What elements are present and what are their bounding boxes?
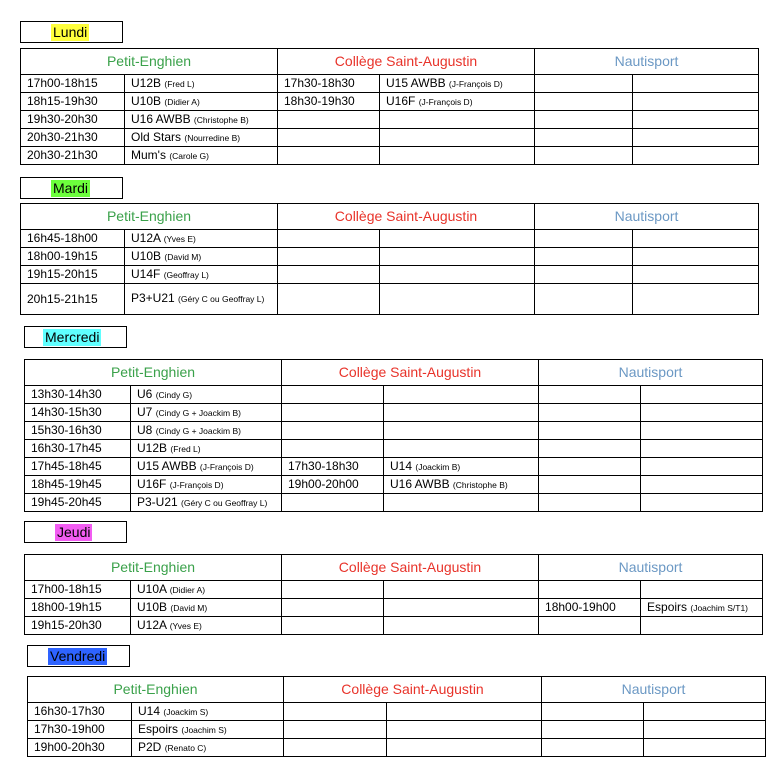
time-cell: 17h30-18h30 bbox=[282, 458, 384, 476]
header-petit-enghien: Petit-Enghien bbox=[28, 677, 284, 703]
empty-cell bbox=[539, 440, 641, 458]
schedule-table-vendredi bbox=[27, 676, 766, 757]
empty-cell bbox=[535, 284, 633, 315]
time-cell: 19h00-20h30 bbox=[28, 739, 132, 757]
team-cell: U16F (J-François D) bbox=[131, 476, 282, 494]
team-cell: U14 (Joackim B) bbox=[384, 458, 539, 476]
empty-cell bbox=[384, 386, 539, 404]
empty-cell bbox=[633, 111, 759, 129]
empty-cell bbox=[284, 739, 387, 757]
empty-cell bbox=[644, 739, 766, 757]
team-cell: U15 AWBB (J-François D) bbox=[380, 75, 535, 93]
day-name: Vendredi bbox=[50, 647, 106, 664]
schedule-table-jeudi bbox=[24, 554, 763, 635]
table-row bbox=[21, 111, 759, 129]
team-cell: Mum's (Carole G) bbox=[125, 147, 278, 165]
team-cell: P3+U21 (Géry C ou Geoffray L) bbox=[125, 284, 278, 315]
schedule-table-mardi bbox=[20, 203, 759, 315]
table-row bbox=[21, 284, 759, 315]
team-cell: Espoirs (Joachim S) bbox=[132, 721, 284, 739]
empty-cell bbox=[278, 230, 380, 248]
time-cell: 19h00-20h00 bbox=[282, 476, 384, 494]
table-row bbox=[25, 386, 763, 404]
time-cell: 16h30-17h30 bbox=[28, 703, 132, 721]
time-cell: 18h00-19h15 bbox=[25, 599, 131, 617]
time-cell: 16h45-18h00 bbox=[21, 230, 125, 248]
table-row bbox=[25, 440, 763, 458]
team-cell: U12A (Yves E) bbox=[131, 617, 282, 635]
empty-cell bbox=[535, 111, 633, 129]
team-cell: U10B (David M) bbox=[125, 248, 278, 266]
empty-cell bbox=[641, 458, 763, 476]
empty-cell bbox=[539, 581, 641, 599]
team-cell: U14 (Joackim S) bbox=[132, 703, 284, 721]
table-row bbox=[21, 248, 759, 266]
empty-cell bbox=[633, 75, 759, 93]
empty-cell bbox=[282, 440, 384, 458]
time-cell: 18h45-19h45 bbox=[25, 476, 131, 494]
empty-cell bbox=[278, 111, 380, 129]
empty-cell bbox=[384, 404, 539, 422]
empty-cell bbox=[641, 386, 763, 404]
empty-cell bbox=[542, 703, 644, 721]
empty-cell bbox=[535, 93, 633, 111]
table-row bbox=[21, 147, 759, 165]
table-row bbox=[21, 230, 759, 248]
time-cell: 17h45-18h45 bbox=[25, 458, 131, 476]
empty-cell bbox=[282, 386, 384, 404]
table-row bbox=[25, 404, 763, 422]
time-cell: 18h00-19h15 bbox=[21, 248, 125, 266]
day-label-mercredi bbox=[24, 326, 127, 348]
empty-cell bbox=[278, 147, 380, 165]
empty-cell bbox=[641, 494, 763, 512]
team-cell: U6 (Cindy G) bbox=[131, 386, 282, 404]
day-name: Mercredi bbox=[45, 328, 100, 345]
empty-cell bbox=[539, 494, 641, 512]
header-college-saint-augustin: Collège Saint-Augustin bbox=[278, 49, 535, 75]
day-name: Mardi bbox=[53, 179, 89, 196]
header-nautisport: Nautisport bbox=[535, 49, 759, 75]
empty-cell bbox=[282, 599, 384, 617]
day-name: Lundi bbox=[53, 23, 88, 40]
empty-cell bbox=[384, 617, 539, 635]
empty-cell bbox=[380, 129, 535, 147]
empty-cell bbox=[539, 458, 641, 476]
header-college-saint-augustin: Collège Saint-Augustin bbox=[282, 360, 539, 386]
empty-cell bbox=[282, 494, 384, 512]
header-nautisport: Nautisport bbox=[539, 360, 763, 386]
empty-cell bbox=[539, 476, 641, 494]
team-cell: U12B (Fred L) bbox=[125, 75, 278, 93]
time-cell: 17h00-18h15 bbox=[21, 75, 125, 93]
empty-cell bbox=[633, 284, 759, 315]
table-row bbox=[25, 617, 763, 635]
empty-cell bbox=[380, 266, 535, 284]
table-row bbox=[25, 476, 763, 494]
table-header bbox=[28, 677, 766, 703]
table-row bbox=[21, 266, 759, 284]
header-petit-enghien: Petit-Enghien bbox=[25, 555, 282, 581]
empty-cell bbox=[633, 93, 759, 111]
day-label-lundi bbox=[20, 21, 123, 43]
header-petit-enghien: Petit-Enghien bbox=[21, 204, 278, 230]
empty-cell bbox=[641, 440, 763, 458]
empty-cell bbox=[384, 599, 539, 617]
schedule-table-lundi bbox=[20, 48, 759, 165]
team-cell: U12A (Yves E) bbox=[125, 230, 278, 248]
team-cell: U16F (J-François D) bbox=[380, 93, 535, 111]
table-row bbox=[28, 739, 766, 757]
empty-cell bbox=[278, 284, 380, 315]
table-row bbox=[28, 721, 766, 739]
empty-cell bbox=[633, 248, 759, 266]
time-cell: 14h30-15h30 bbox=[25, 404, 131, 422]
empty-cell bbox=[535, 129, 633, 147]
team-cell: P3-U21 (Géry C ou Geoffray L) bbox=[131, 494, 282, 512]
empty-cell bbox=[387, 721, 542, 739]
team-cell: U14F (Geoffray L) bbox=[125, 266, 278, 284]
team-cell: U10A (Didier A) bbox=[131, 581, 282, 599]
time-cell: 13h30-14h30 bbox=[25, 386, 131, 404]
header-nautisport: Nautisport bbox=[535, 204, 759, 230]
empty-cell bbox=[284, 721, 387, 739]
empty-cell bbox=[641, 581, 763, 599]
team-cell: U7 (Cindy G + Joackim B) bbox=[131, 404, 282, 422]
empty-cell bbox=[282, 422, 384, 440]
time-cell: 18h00-19h00 bbox=[539, 599, 641, 617]
time-cell: 17h00-18h15 bbox=[25, 581, 131, 599]
team-cell: Old Stars (Nourredine B) bbox=[125, 129, 278, 147]
empty-cell bbox=[384, 494, 539, 512]
empty-cell bbox=[633, 230, 759, 248]
empty-cell bbox=[278, 129, 380, 147]
empty-cell bbox=[644, 721, 766, 739]
header-petit-enghien: Petit-Enghien bbox=[25, 360, 282, 386]
header-college-saint-augustin: Collège Saint-Augustin bbox=[284, 677, 542, 703]
table-row bbox=[25, 458, 763, 476]
table-row bbox=[21, 93, 759, 111]
time-cell: 18h30-19h30 bbox=[278, 93, 380, 111]
empty-cell bbox=[282, 404, 384, 422]
day-label-vendredi bbox=[27, 645, 130, 667]
empty-cell bbox=[278, 266, 380, 284]
time-cell: 20h30-21h30 bbox=[21, 147, 125, 165]
table-row bbox=[25, 494, 763, 512]
team-cell: U16 AWBB (Christophe B) bbox=[384, 476, 539, 494]
empty-cell bbox=[535, 230, 633, 248]
empty-cell bbox=[542, 721, 644, 739]
time-cell: 20h15-21h15 bbox=[21, 284, 125, 315]
time-cell: 17h30-19h00 bbox=[28, 721, 132, 739]
time-cell: 19h45-20h45 bbox=[25, 494, 131, 512]
empty-cell bbox=[539, 404, 641, 422]
header-nautisport: Nautisport bbox=[539, 555, 763, 581]
table-row bbox=[21, 129, 759, 147]
empty-cell bbox=[644, 703, 766, 721]
empty-cell bbox=[278, 248, 380, 266]
table-row bbox=[25, 581, 763, 599]
time-cell: 18h15-19h30 bbox=[21, 93, 125, 111]
empty-cell bbox=[380, 111, 535, 129]
table-header bbox=[21, 49, 759, 75]
empty-cell bbox=[539, 386, 641, 404]
table-row bbox=[25, 599, 763, 617]
table-header bbox=[25, 555, 763, 581]
empty-cell bbox=[380, 284, 535, 315]
day-name: Jeudi bbox=[57, 523, 91, 540]
empty-cell bbox=[380, 147, 535, 165]
header-nautisport: Nautisport bbox=[542, 677, 766, 703]
table-header bbox=[21, 204, 759, 230]
day-label-jeudi bbox=[24, 521, 127, 543]
team-cell: U16 AWBB (Christophe B) bbox=[125, 111, 278, 129]
empty-cell bbox=[384, 440, 539, 458]
empty-cell bbox=[380, 230, 535, 248]
empty-cell bbox=[535, 75, 633, 93]
team-cell: U10B (Didier A) bbox=[125, 93, 278, 111]
table-row bbox=[28, 703, 766, 721]
time-cell: 16h30-17h45 bbox=[25, 440, 131, 458]
empty-cell bbox=[633, 129, 759, 147]
day-label-mardi bbox=[20, 177, 123, 199]
team-cell: U8 (Cindy G + Joackim B) bbox=[131, 422, 282, 440]
empty-cell bbox=[633, 147, 759, 165]
empty-cell bbox=[384, 581, 539, 599]
time-cell: 19h15-20h30 bbox=[25, 617, 131, 635]
header-petit-enghien: Petit-Enghien bbox=[21, 49, 278, 75]
team-cell: U15 AWBB (J-François D) bbox=[131, 458, 282, 476]
empty-cell bbox=[384, 422, 539, 440]
empty-cell bbox=[641, 617, 763, 635]
team-cell: U12B (Fred L) bbox=[131, 440, 282, 458]
header-college-saint-augustin: Collège Saint-Augustin bbox=[282, 555, 539, 581]
time-cell: 17h30-18h30 bbox=[278, 75, 380, 93]
time-cell: 19h15-20h15 bbox=[21, 266, 125, 284]
empty-cell bbox=[633, 266, 759, 284]
empty-cell bbox=[539, 422, 641, 440]
empty-cell bbox=[542, 739, 644, 757]
empty-cell bbox=[641, 476, 763, 494]
schedule-table-mercredi bbox=[24, 359, 763, 512]
empty-cell bbox=[282, 581, 384, 599]
empty-cell bbox=[641, 422, 763, 440]
empty-cell bbox=[535, 248, 633, 266]
empty-cell bbox=[387, 703, 542, 721]
empty-cell bbox=[539, 617, 641, 635]
empty-cell bbox=[535, 266, 633, 284]
time-cell: 15h30-16h30 bbox=[25, 422, 131, 440]
table-row bbox=[21, 75, 759, 93]
empty-cell bbox=[387, 739, 542, 757]
empty-cell bbox=[284, 703, 387, 721]
team-cell: U10B (David M) bbox=[131, 599, 282, 617]
empty-cell bbox=[282, 617, 384, 635]
header-college-saint-augustin: Collège Saint-Augustin bbox=[278, 204, 535, 230]
team-cell: P2D (Renato C) bbox=[132, 739, 284, 757]
empty-cell bbox=[535, 147, 633, 165]
time-cell: 20h30-21h30 bbox=[21, 129, 125, 147]
empty-cell bbox=[380, 248, 535, 266]
table-header bbox=[25, 360, 763, 386]
time-cell: 19h30-20h30 bbox=[21, 111, 125, 129]
empty-cell bbox=[641, 404, 763, 422]
table-row bbox=[25, 422, 763, 440]
team-cell: Espoirs (Joachim S/T1) bbox=[641, 599, 763, 617]
